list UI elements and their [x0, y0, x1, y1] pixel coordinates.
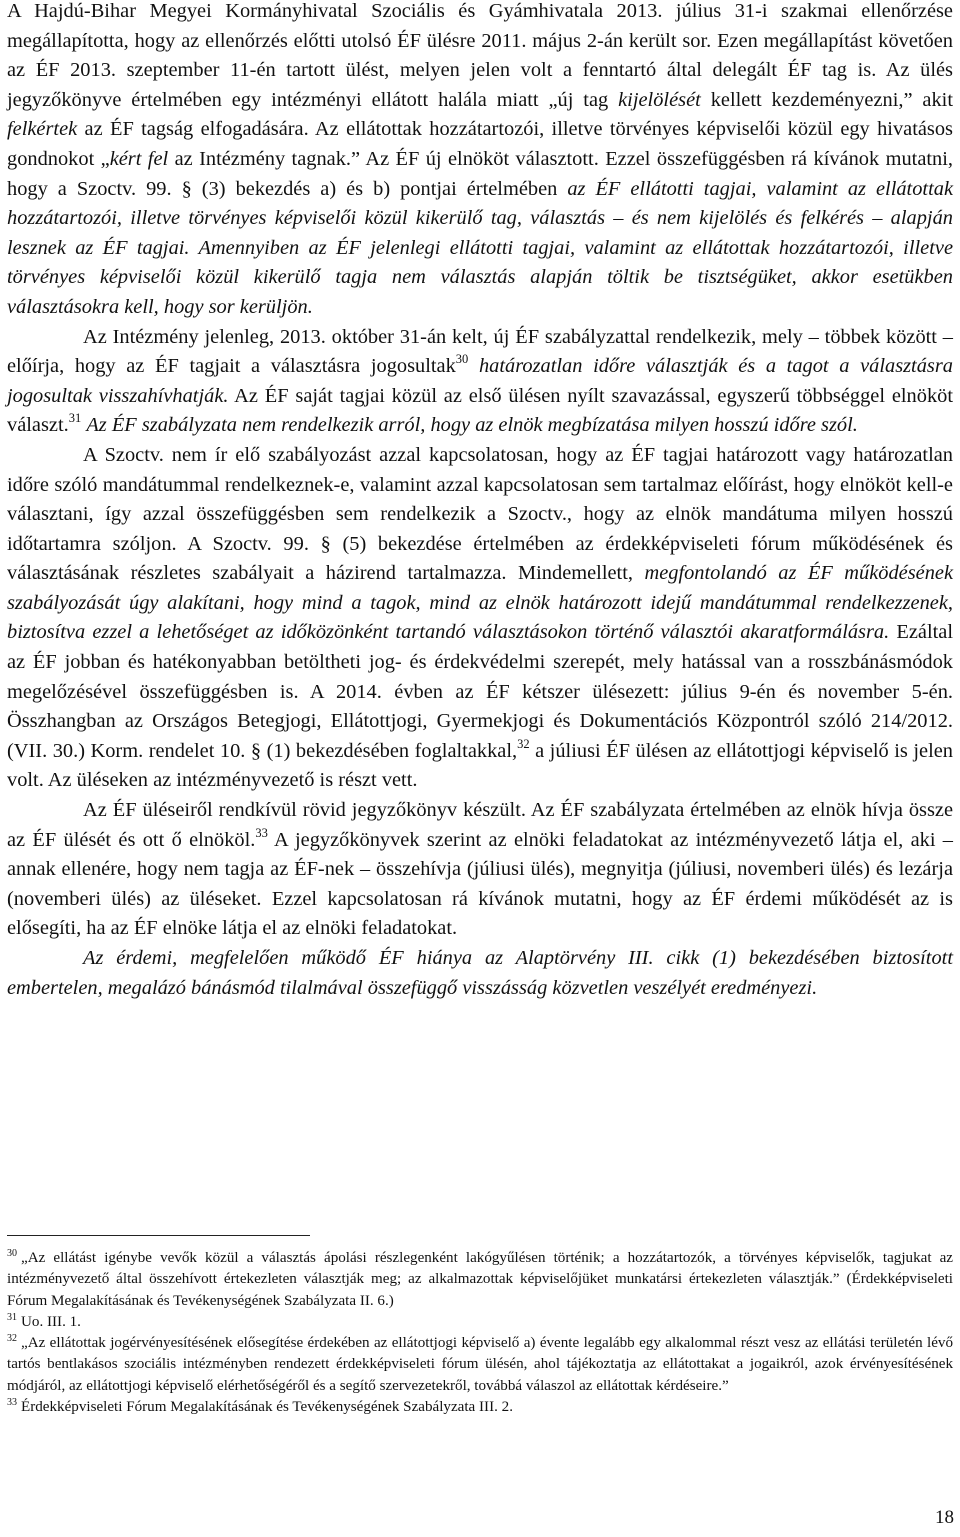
footnote-number: 32: [7, 1333, 17, 1345]
footnote: [7, 1248, 953, 1312]
text-run: [468, 355, 479, 377]
italic-text: felkértek: [7, 118, 78, 141]
footnote-reference: 30: [455, 352, 469, 367]
paragraph: [7, 0, 953, 323]
italic-text: megfontolandó az ÉF működésének szabályozását úgy alakítani, hogy mind a tagok, mind az elnök határozott idejű mandátummal rendelkezzenek, biztosítva ezzel a lehetőséget az időközönként tartandó választásokon történő választói akaratformálásra.: [7, 562, 953, 644]
footnote-reference: 32: [517, 736, 530, 751]
footnote-text: „Az ellátást igénybe vevők közül a választás ápolási részlegenként lakógyűlésen történik; a hozzátartozók, a törvényes képviselők, tagjukat az intézményvezető által összehívott értekezleten választják meg; az alkalmazottak képviselőjüket munkatársi értekezleten választják.” (Érdekképviseleti Fórum Megalakításának és Tevékenységének Szabályzata II. 6.): [7, 1250, 953, 1309]
italic-text: kért fel: [109, 147, 169, 170]
text-run: A Szoctv. nem ír elő szabályozást azzal kapcsolatosan, hogy az ÉF tagjai határozott vagy határozatlan időre szóló mandátummal rendelkeznek-e, valamint azzal kapcsolatosan sem tartalmaz előírást, hogy elnököt kell-e választani, így azzal összefüggésben sem rendelkezik a Szoctv., hogy az elnök mandátuma milyen hosszú időtartamra szóljon. A Szoctv. 99. § (5) bekezdése értelmében az érdekképviseleti fórum működésének és választásának részletes szabályait a házirend tartalmazza. Mindemellett,: [7, 443, 953, 585]
italic-text: határozatlan időre választják és a tagot a választásra jogosultak visszahívhatják.: [7, 355, 953, 407]
paragraph: [7, 323, 953, 441]
text-run: A Hajdú-Bihar Megyei Kormányhivatal Szociális és Gyámhivatala 2013. július 31-i szakmai ellenőrzése megállapította, hogy az ellenőrzés előtti utolsó ÉF ülésre 2011. május 2-án került sor. Ezen megállapítást követően az ÉF 2013. szeptember 11-én tartott ülést, melyen jelen volt a fenntartó által delegált ÉF tag is. Az ülés jegyzőkönyve értelmében egy intézményi ellátott halála miatt „új tag: [7, 0, 953, 111]
footnote-number: 30: [7, 1248, 17, 1259]
text-run: az Intézmény tagnak.” Az ÉF új elnököt választott. Ezzel összefüggésben rá kívánok mutatni, hogy a Szoctv. 99. § (3) bekezdés a) és b) pontjai értelmében: [7, 147, 953, 200]
text-run: Az ÉF üléseiről rendkívül rövid jegyzőkönyv készült. Az ÉF szabályzata értelmében az elnök hívja össze az ÉF ülését és ott ő elnököl.: [7, 799, 953, 851]
footnote-text: Érdekképviseleti Fórum Megalakításának és Tevékenységének Szabályzata III. 2.: [21, 1399, 513, 1416]
text-run: az ÉF tagság elfogadására. Az ellátottak hozzátartozói, illetve törvényes képviselői közül egy hivatásos gondnokot „: [7, 118, 953, 170]
text-run: a júliusi ÉF ülésen az ellátottjogi képviselő is jelen volt. Az üléseken az intézményvezető is részt vett.: [7, 739, 953, 792]
paragraph: [7, 944, 953, 1003]
footnote: [7, 1333, 953, 1397]
text-run: Az ÉF saját tagjai közül az első ülésen nyílt szavazással, egyszerű többséggel elnököt választ.: [7, 384, 954, 437]
footnote-number: 33: [7, 1397, 17, 1409]
italic-text: Az érdemi, megfelelően működő ÉF hiánya az Alaptörvény III. cikk (1) bekezdésében biztosított embertelen, megalázó bánásmód tilalmával összefüggő visszásság közvetlen veszélyét eredményezi.: [7, 947, 953, 999]
page-number: 18: [935, 1507, 954, 1528]
paragraph: [7, 441, 953, 796]
footnote-reference: 33: [255, 825, 268, 840]
footnote-number: 31: [7, 1311, 17, 1323]
footnote-text: Uo. III. 1.: [21, 1313, 81, 1330]
footnote-separator: [7, 1235, 310, 1236]
text-run: A jegyzőkönyvek szerint az elnöki feladatokat az intézményvezető látja el, aki – annak ellenére, hogy nem tagja az ÉF-nek – összehívja (júliusi ülés), megnyitja (júliusi, novemberi ülés) és lezárja (novemberi ülés) az üléseket. Ezzel kapcsolatosan rá kívánok mutatni, hogy az ÉF érdemi működését az is elősegíti, ha az ÉF elnöke látja el az elnöki feladatokat.: [7, 828, 953, 940]
italic-text: kijelölését: [618, 88, 701, 111]
footnote-reference: 31: [68, 411, 82, 426]
footnote: [7, 1397, 953, 1418]
footnotes: [7, 1248, 953, 1418]
text-run: Az Intézmény jelenleg, 2013. október 31-án kelt, új ÉF szabályzattal rendelkezik, mely – többek között – előírja, hogy az ÉF tagjait a választásra jogosultak: [7, 325, 953, 378]
footnote-text: „Az ellátottak jogérvényesítésének elősegítése érdekében az ellátottjogi képviselő a) évente legalább egy alkalommal részt vesz az ellátási területén lévő tartós bentlakásos szociális intézményben rendezett érdekképviseleti fórum ülésén, ahol tájékoztatja az ellátottakat a jogaikról, azok érvényesítésének módjáról, az ellátottjogi képviselő elérhetőségéről és a segítő szervezetekről, továbbá válaszol az ellátottak kérdéseire.”: [7, 1335, 953, 1394]
text-run: Ezáltal az ÉF jobban és hatékonyabban betöltheti jog- és érdekvédelmi szerepét, mely hatással van a rosszbánásmódok megelőzésével összefüggésben is. A 2014. évben az ÉF kétszer ülésezett: július 9-én és november 5-én. Összhangban az Országos Betegjogi, Ellátottjogi, Gyermekjogi és Dokumentációs Központról szóló 214/2012. (VII. 30.) Korm. rendelet 10. § (1) bekezdésében foglaltakkal,: [7, 621, 953, 762]
text-run: kellett kezdeményezni,” akit: [700, 88, 953, 111]
italic-text: Az ÉF szabályzata nem rendelkezik arról, hogy az elnök megbízatása milyen hosszú időre szól.: [86, 414, 858, 437]
italic-text: az ÉF ellátotti tagjai, valamint az ellátottak hozzátartozói, illetve törvényes képviselői közül kikerülő tag, választás – és nem kijelölés és felkérés – alapján lesznek az ÉF tagjai. Amennyiben az ÉF jelenlegi ellátotti tagjai, valamint az ellátottak hozzátartozói, illetve törvényes képviselői közül kikerülő tagja nem választás alapján töltik be tisztségüket, akkor esetükben választásokra kell, hogy sor kerüljön.: [7, 177, 953, 318]
paragraph: [7, 796, 953, 944]
body-text: [7, 0, 953, 1003]
footnote: [7, 1312, 953, 1333]
